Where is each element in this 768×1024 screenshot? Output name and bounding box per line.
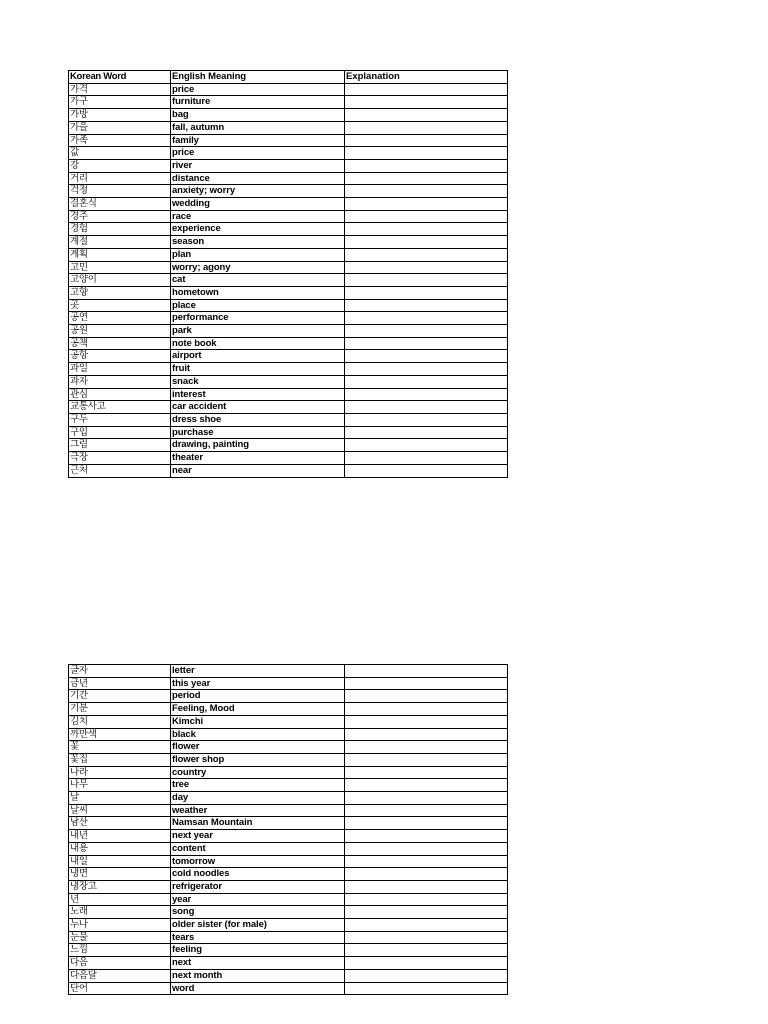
korean-word-cell: 거리 — [69, 172, 171, 185]
english-meaning-cell: anxiety; worry — [171, 185, 345, 198]
table-row — [69, 728, 508, 741]
vocab-table-2 — [68, 664, 508, 995]
table-row — [69, 439, 508, 452]
english-meaning-cell: plan — [171, 248, 345, 261]
korean-word-cell: 남산 — [69, 817, 171, 830]
table-row — [69, 96, 508, 109]
table-row — [69, 223, 508, 236]
table-row — [69, 969, 508, 982]
english-meaning-cell: car accident — [171, 401, 345, 414]
korean-word-cell: 그림 — [69, 439, 171, 452]
explanation-cell — [345, 868, 508, 881]
explanation-cell — [345, 665, 508, 678]
explanation-cell — [345, 172, 508, 185]
korean-word-cell: 극장 — [69, 452, 171, 465]
table-row — [69, 147, 508, 160]
table-row — [69, 363, 508, 376]
explanation-cell — [345, 919, 508, 932]
korean-word-cell: 가구 — [69, 96, 171, 109]
korean-word-cell: 느낌 — [69, 944, 171, 957]
table-row — [69, 842, 508, 855]
korean-word-cell: 공항 — [69, 350, 171, 363]
korean-word-cell: 강 — [69, 159, 171, 172]
english-meaning-cell: content — [171, 842, 345, 855]
english-meaning-cell: next — [171, 957, 345, 970]
korean-word-cell: 까만색 — [69, 728, 171, 741]
english-meaning-cell: tree — [171, 779, 345, 792]
table-row — [69, 817, 508, 830]
explanation-cell — [345, 426, 508, 439]
korean-word-cell: 과자 — [69, 375, 171, 388]
table-row — [69, 690, 508, 703]
english-meaning-cell: interest — [171, 388, 345, 401]
explanation-cell — [345, 944, 508, 957]
english-meaning-cell: fall, autumn — [171, 121, 345, 134]
english-meaning-cell: song — [171, 906, 345, 919]
table-row — [69, 804, 508, 817]
table-row — [69, 753, 508, 766]
table-row — [69, 944, 508, 957]
table-row — [69, 236, 508, 249]
table-row — [69, 779, 508, 792]
english-meaning-cell: bag — [171, 109, 345, 122]
english-meaning-cell: cat — [171, 274, 345, 287]
table-row — [69, 312, 508, 325]
korean-word-cell: 가방 — [69, 109, 171, 122]
table-row — [69, 766, 508, 779]
korean-word-cell: 계획 — [69, 248, 171, 261]
explanation-cell — [345, 817, 508, 830]
english-meaning-cell: older sister (for male) — [171, 919, 345, 932]
table-row — [69, 325, 508, 338]
english-meaning-cell: season — [171, 236, 345, 249]
english-meaning-cell: weather — [171, 804, 345, 817]
explanation-cell — [345, 121, 508, 134]
table-row — [69, 121, 508, 134]
table-row — [69, 274, 508, 287]
korean-word-cell: 년 — [69, 893, 171, 906]
english-meaning-cell: family — [171, 134, 345, 147]
table-row — [69, 299, 508, 312]
english-meaning-cell: next year — [171, 830, 345, 843]
table-row — [69, 401, 508, 414]
header-english-meaning: English Meaning — [171, 71, 345, 84]
explanation-cell — [345, 677, 508, 690]
table-row — [69, 337, 508, 350]
korean-word-cell: 고민 — [69, 261, 171, 274]
english-meaning-cell: feeling — [171, 944, 345, 957]
korean-word-cell: 다음달 — [69, 969, 171, 982]
table-row — [69, 919, 508, 932]
explanation-cell — [345, 299, 508, 312]
english-meaning-cell: cold noodles — [171, 868, 345, 881]
header-row — [69, 71, 508, 84]
table-row — [69, 906, 508, 919]
explanation-cell — [345, 753, 508, 766]
explanation-cell — [345, 931, 508, 944]
korean-word-cell: 눈물 — [69, 931, 171, 944]
korean-word-cell: 날씨 — [69, 804, 171, 817]
explanation-cell — [345, 766, 508, 779]
english-meaning-cell: dress shoe — [171, 413, 345, 426]
korean-word-cell: 다음 — [69, 957, 171, 970]
english-meaning-cell: price — [171, 83, 345, 96]
english-meaning-cell: country — [171, 766, 345, 779]
explanation-cell — [345, 83, 508, 96]
table-row — [69, 703, 508, 716]
table-row — [69, 134, 508, 147]
table-row — [69, 375, 508, 388]
english-meaning-cell: period — [171, 690, 345, 703]
english-meaning-cell: tears — [171, 931, 345, 944]
english-meaning-cell: refrigerator — [171, 880, 345, 893]
explanation-cell — [345, 261, 508, 274]
korean-word-cell: 구입 — [69, 426, 171, 439]
korean-word-cell: 계절 — [69, 236, 171, 249]
explanation-cell — [345, 779, 508, 792]
table-row — [69, 893, 508, 906]
english-meaning-cell: word — [171, 982, 345, 995]
explanation-cell — [345, 274, 508, 287]
korean-word-cell: 내일 — [69, 855, 171, 868]
table-row — [69, 931, 508, 944]
korean-word-cell: 가족 — [69, 134, 171, 147]
english-meaning-cell: price — [171, 147, 345, 160]
explanation-cell — [345, 248, 508, 261]
explanation-cell — [345, 969, 508, 982]
english-meaning-cell: Feeling, Mood — [171, 703, 345, 716]
english-meaning-cell: fruit — [171, 363, 345, 376]
explanation-cell — [345, 185, 508, 198]
explanation-cell — [345, 223, 508, 236]
table-row — [69, 792, 508, 805]
english-meaning-cell: note book — [171, 337, 345, 350]
explanation-cell — [345, 982, 508, 995]
korean-word-cell: 과일 — [69, 363, 171, 376]
explanation-cell — [345, 375, 508, 388]
english-meaning-cell: performance — [171, 312, 345, 325]
table-row — [69, 210, 508, 223]
english-meaning-cell: year — [171, 893, 345, 906]
explanation-cell — [345, 741, 508, 754]
table-row — [69, 855, 508, 868]
table-row — [69, 677, 508, 690]
korean-word-cell: 기간 — [69, 690, 171, 703]
explanation-cell — [345, 363, 508, 376]
korean-word-cell: 날 — [69, 792, 171, 805]
table-row — [69, 426, 508, 439]
explanation-cell — [345, 401, 508, 414]
explanation-cell — [345, 906, 508, 919]
korean-word-cell: 경험 — [69, 223, 171, 236]
vocab-table-2-body — [69, 665, 508, 995]
table-row — [69, 741, 508, 754]
explanation-cell — [345, 312, 508, 325]
explanation-cell — [345, 893, 508, 906]
english-meaning-cell: purchase — [171, 426, 345, 439]
explanation-cell — [345, 452, 508, 465]
korean-word-cell: 구두 — [69, 413, 171, 426]
english-meaning-cell: worry; agony — [171, 261, 345, 274]
english-meaning-cell: day — [171, 792, 345, 805]
english-meaning-cell: next month — [171, 969, 345, 982]
english-meaning-cell: place — [171, 299, 345, 312]
korean-word-cell: 나무 — [69, 779, 171, 792]
korean-word-cell: 꽃집 — [69, 753, 171, 766]
explanation-cell — [345, 728, 508, 741]
table-row — [69, 198, 508, 211]
english-meaning-cell: black — [171, 728, 345, 741]
explanation-cell — [345, 715, 508, 728]
explanation-cell — [345, 464, 508, 477]
explanation-cell — [345, 957, 508, 970]
english-meaning-cell: this year — [171, 677, 345, 690]
korean-word-cell: 나라 — [69, 766, 171, 779]
table-row — [69, 868, 508, 881]
english-meaning-cell: airport — [171, 350, 345, 363]
table-row — [69, 830, 508, 843]
korean-word-cell: 금년 — [69, 677, 171, 690]
explanation-cell — [345, 210, 508, 223]
korean-word-cell: 기분 — [69, 703, 171, 716]
korean-word-cell: 냉장고 — [69, 880, 171, 893]
korean-word-cell: 가격 — [69, 83, 171, 96]
english-meaning-cell: Kimchi — [171, 715, 345, 728]
table-row — [69, 248, 508, 261]
english-meaning-cell: hometown — [171, 286, 345, 299]
korean-word-cell: 김치 — [69, 715, 171, 728]
english-meaning-cell: wedding — [171, 198, 345, 211]
korean-word-cell: 근처 — [69, 464, 171, 477]
english-meaning-cell: near — [171, 464, 345, 477]
english-meaning-cell: furniture — [171, 96, 345, 109]
explanation-cell — [345, 96, 508, 109]
table-row — [69, 880, 508, 893]
english-meaning-cell: river — [171, 159, 345, 172]
korean-word-cell: 공연 — [69, 312, 171, 325]
korean-word-cell: 가을 — [69, 121, 171, 134]
table-row — [69, 83, 508, 96]
english-meaning-cell: experience — [171, 223, 345, 236]
english-meaning-cell: snack — [171, 375, 345, 388]
english-meaning-cell: Namsan Mountain — [171, 817, 345, 830]
explanation-cell — [345, 880, 508, 893]
korean-word-cell: 냉면 — [69, 868, 171, 881]
korean-word-cell: 결혼식 — [69, 198, 171, 211]
explanation-cell — [345, 703, 508, 716]
table-row — [69, 350, 508, 363]
english-meaning-cell: drawing, painting — [171, 439, 345, 452]
korean-word-cell: 공원 — [69, 325, 171, 338]
table-row — [69, 957, 508, 970]
korean-word-cell: 꽃 — [69, 741, 171, 754]
table-row — [69, 665, 508, 678]
korean-word-cell: 글자 — [69, 665, 171, 678]
korean-word-cell: 걱정 — [69, 185, 171, 198]
explanation-cell — [345, 439, 508, 452]
header-explanation: Explanation — [345, 71, 508, 84]
english-meaning-cell: theater — [171, 452, 345, 465]
explanation-cell — [345, 109, 508, 122]
table-row — [69, 413, 508, 426]
header-korean-word: Korean Word — [69, 71, 171, 84]
explanation-cell — [345, 337, 508, 350]
explanation-cell — [345, 792, 508, 805]
table-row — [69, 109, 508, 122]
explanation-cell — [345, 830, 508, 843]
table-row — [69, 185, 508, 198]
korean-word-cell: 교통사고 — [69, 401, 171, 414]
korean-word-cell: 누나 — [69, 919, 171, 932]
table-row — [69, 286, 508, 299]
table-row — [69, 388, 508, 401]
table-row — [69, 261, 508, 274]
korean-word-cell: 경주 — [69, 210, 171, 223]
english-meaning-cell: flower — [171, 741, 345, 754]
english-meaning-cell: race — [171, 210, 345, 223]
explanation-cell — [345, 690, 508, 703]
vocab-table-1 — [68, 70, 508, 478]
explanation-cell — [345, 236, 508, 249]
korean-word-cell: 노래 — [69, 906, 171, 919]
korean-word-cell: 내년 — [69, 830, 171, 843]
table-row — [69, 982, 508, 995]
table-row — [69, 452, 508, 465]
vocab-table-1-body — [69, 71, 508, 478]
english-meaning-cell: flower shop — [171, 753, 345, 766]
table-row — [69, 159, 508, 172]
explanation-cell — [345, 134, 508, 147]
explanation-cell — [345, 147, 508, 160]
table-row — [69, 715, 508, 728]
explanation-cell — [345, 804, 508, 817]
korean-word-cell: 관심 — [69, 388, 171, 401]
explanation-cell — [345, 388, 508, 401]
explanation-cell — [345, 842, 508, 855]
korean-word-cell: 공책 — [69, 337, 171, 350]
korean-word-cell: 단어 — [69, 982, 171, 995]
korean-word-cell: 곳 — [69, 299, 171, 312]
explanation-cell — [345, 198, 508, 211]
korean-word-cell: 값 — [69, 147, 171, 160]
english-meaning-cell: distance — [171, 172, 345, 185]
explanation-cell — [345, 325, 508, 338]
explanation-cell — [345, 855, 508, 868]
korean-word-cell: 고양이 — [69, 274, 171, 287]
english-meaning-cell: letter — [171, 665, 345, 678]
explanation-cell — [345, 350, 508, 363]
explanation-cell — [345, 286, 508, 299]
table-row — [69, 464, 508, 477]
table-row — [69, 172, 508, 185]
explanation-cell — [345, 413, 508, 426]
explanation-cell — [345, 159, 508, 172]
english-meaning-cell: park — [171, 325, 345, 338]
korean-word-cell: 내용 — [69, 842, 171, 855]
korean-word-cell: 고향 — [69, 286, 171, 299]
english-meaning-cell: tomorrow — [171, 855, 345, 868]
